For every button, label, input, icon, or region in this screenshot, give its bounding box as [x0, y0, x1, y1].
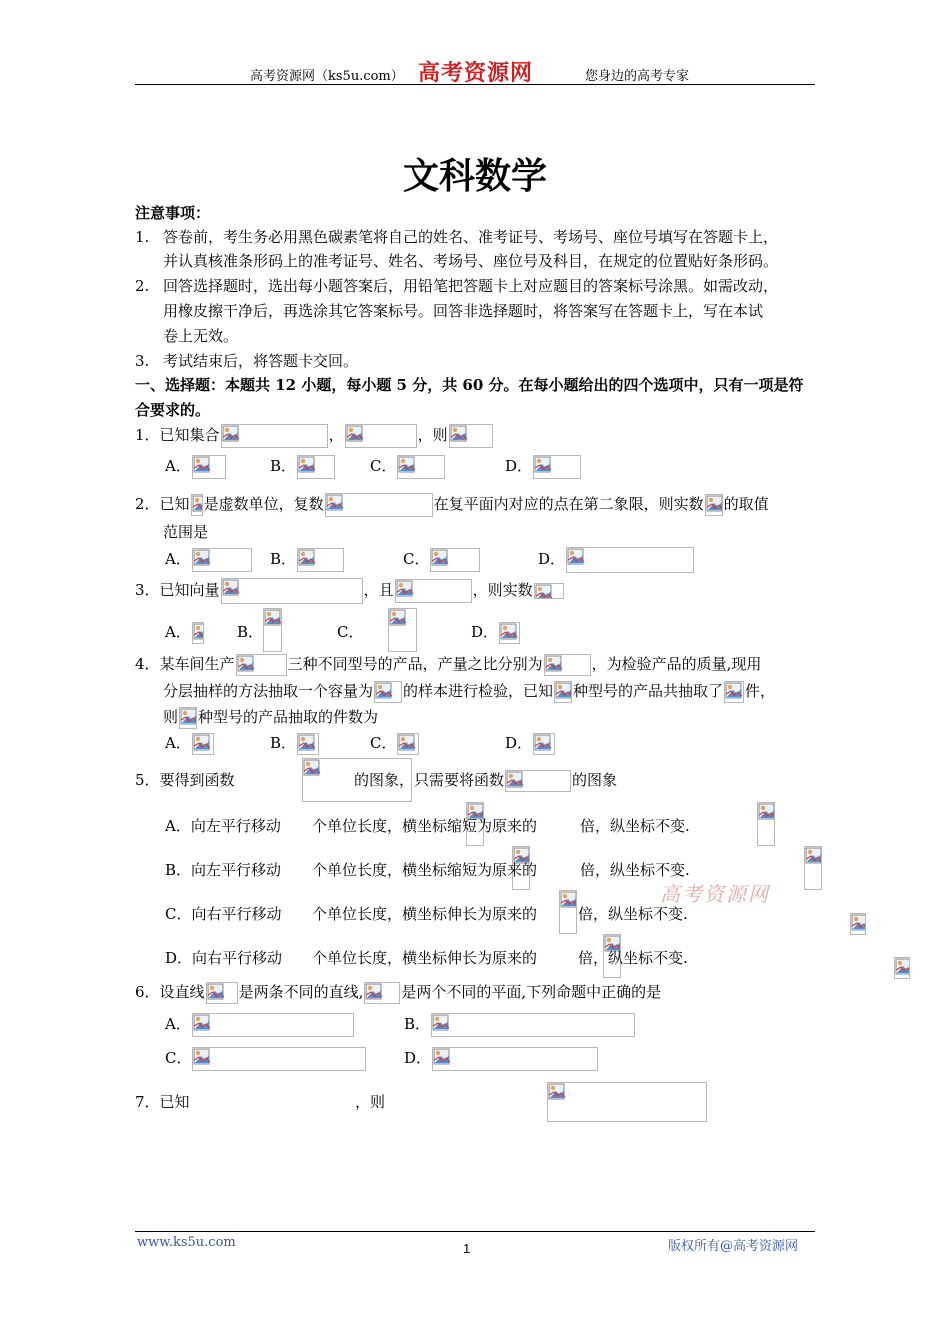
watermark: 高考资源网 [660, 882, 770, 906]
broken-image-icon [804, 846, 822, 890]
broken-image-icon [192, 455, 226, 479]
broken-image-glyph [725, 682, 743, 700]
notice-num-1: 1. [135, 228, 150, 246]
broken-image-icon [192, 733, 214, 755]
option-text: 倍，纵坐标不变. [578, 905, 688, 923]
broken-image-icon [547, 1082, 707, 1122]
option-a [165, 731, 215, 755]
broken-image-icon [325, 493, 433, 517]
broken-image-glyph [192, 495, 203, 513]
broken-image-glyph [298, 456, 316, 474]
option-label: B． [270, 457, 297, 475]
broken-image-glyph [534, 456, 552, 474]
option-label: B． [270, 550, 297, 568]
question-text: 已知集合 [159, 426, 220, 444]
broken-image-icon [505, 770, 571, 792]
option-a [165, 620, 205, 644]
broken-image-icon [192, 622, 204, 644]
question-text: 件， [745, 682, 776, 700]
option-text: 倍，纵坐标不变. [578, 949, 688, 967]
question-4 [135, 652, 761, 676]
option-d [404, 1046, 599, 1071]
broken-image-icon [221, 424, 328, 448]
broken-image-icon [724, 681, 744, 703]
notice-line: 用橡皮擦干净后，再选涂其它答案标号。回答非选择题时，将答案写在答题卡上，写在本试 [163, 302, 764, 320]
broken-image-glyph [375, 682, 393, 700]
broken-image-glyph [548, 1083, 566, 1101]
option-b [404, 1012, 636, 1037]
section-heading-line1: 一、选择题：本题共 12 小题，每小题 5 分，共 60 分。在每小题给出的四个选项中，只有一项是符 [135, 376, 804, 394]
question-text: 是两个不同的平面,下列命题中正确的是 [401, 983, 662, 1001]
broken-image-icon [705, 494, 723, 516]
question-number: 1． [135, 426, 160, 444]
notice-num-2: 2. [135, 277, 150, 295]
broken-image-glyph [193, 456, 211, 474]
broken-image-glyph [396, 580, 414, 598]
header-right: 您身边的高考专家 [585, 69, 690, 84]
question-text: 要得到函数 [159, 771, 235, 789]
option-c [370, 454, 446, 479]
q5-option-a [165, 815, 281, 837]
question-text: 的样本进行检验，已知 [403, 682, 554, 700]
question-text: 设直线 [159, 983, 205, 1001]
broken-image-icon [206, 982, 238, 1004]
broken-image-glyph [555, 682, 572, 700]
broken-image-glyph [222, 579, 240, 597]
broken-image-glyph [303, 759, 321, 777]
option-label: D． [505, 457, 533, 475]
broken-image-glyph [298, 734, 316, 752]
broken-image-glyph [326, 494, 344, 512]
broken-image-icon [431, 1013, 635, 1037]
option-label: D． [471, 623, 499, 641]
option-text: 向右平行移动 [192, 949, 283, 967]
broken-image-glyph [450, 425, 468, 443]
question-text: 种型号的产品共抽取了 [573, 682, 724, 700]
broken-image-glyph [432, 1014, 450, 1032]
option-text: 个单位长度，横坐标缩短为原来的 [312, 817, 538, 835]
option-text: 倍，纵坐标不变. [580, 861, 690, 879]
question-number: 6． [135, 983, 160, 1001]
broken-image-glyph [506, 771, 524, 789]
broken-image-glyph [237, 655, 255, 673]
broken-image-icon [192, 1013, 354, 1037]
option-d [471, 620, 521, 644]
broken-image-glyph [431, 549, 449, 567]
option-label: D． [404, 1049, 432, 1067]
broken-image-glyph [398, 456, 416, 474]
broken-image-icon [850, 913, 866, 935]
option-text: 倍，纵坐标不变. [580, 817, 690, 835]
broken-image-icon [559, 890, 577, 934]
question-text: 的取值 [723, 495, 769, 513]
broken-image-glyph [433, 1048, 451, 1066]
broken-image-glyph [535, 584, 553, 599]
option-label: A． [165, 457, 191, 475]
option-label: A． [165, 817, 191, 835]
question-5-tail [354, 768, 617, 792]
broken-image-icon [566, 547, 694, 573]
option-label: C． [165, 1049, 192, 1067]
option-label: A． [165, 550, 191, 568]
broken-image-icon [534, 583, 564, 599]
header-left: 高考资源网（ks5u.com） [250, 69, 404, 84]
broken-image-icon [221, 578, 363, 604]
broken-image-icon [297, 733, 319, 755]
option-d [505, 454, 582, 479]
question-number: 4． [135, 655, 160, 673]
question-4-line2 [163, 679, 775, 703]
broken-image-icon [894, 957, 910, 979]
broken-image-icon [297, 548, 344, 572]
question-number: 5． [135, 771, 160, 789]
option-label: A． [165, 1015, 191, 1033]
question-4-line3 [163, 705, 378, 729]
option-c [370, 731, 420, 755]
option-label: B． [165, 861, 192, 879]
broken-image-icon [192, 548, 252, 572]
option-c [165, 1046, 367, 1071]
option-label: D． [165, 949, 193, 967]
question-text: 分层抽样的方法抽取一个容量为 [163, 682, 374, 700]
option-label: D． [538, 550, 566, 568]
question-text: 是虚数单位，复数 [203, 495, 324, 513]
option-label: A． [165, 623, 191, 641]
broken-image-icon [364, 982, 400, 1004]
broken-image-glyph [346, 425, 364, 443]
broken-image-icon [345, 424, 417, 448]
broken-image-glyph [180, 708, 197, 726]
footer-rule [135, 1231, 815, 1232]
broken-image-icon [395, 579, 472, 603]
broken-image-icon [397, 455, 445, 479]
option-b [270, 731, 320, 755]
option-text: 个单位长度，横坐标伸长为原来的 [312, 949, 538, 967]
option-label: B． [237, 623, 264, 641]
question-1 [135, 423, 494, 448]
broken-image-icon [430, 548, 480, 572]
option-a [165, 454, 227, 479]
broken-image-glyph [706, 495, 723, 513]
broken-image-glyph [534, 734, 552, 752]
question-text: 则 [163, 708, 179, 726]
broken-image-glyph [545, 655, 563, 673]
notice-num-3: 3. [135, 352, 150, 370]
option-text: 向右平行移动 [191, 905, 282, 923]
question-text: ，为检验产品的质量,现用 [591, 655, 762, 673]
option-label: C． [165, 905, 192, 923]
notice-line: 考试结束后，将答题卡交回。 [163, 352, 359, 370]
option-label: B． [270, 734, 297, 752]
header-logo: 高考资源网 [418, 60, 534, 86]
option-text: 个单位长度，横坐标伸长为原来的 [312, 905, 538, 923]
broken-image-icon [533, 733, 555, 755]
notice-line: 卷上无效。 [163, 327, 239, 345]
question-2-line2: 范围是 [163, 523, 209, 541]
question-text: 种型号的产品抽取的件数为 [198, 708, 379, 726]
question-3 [135, 578, 565, 604]
broken-image-glyph [895, 958, 910, 976]
question-text: 的图象 [572, 771, 618, 789]
notice-line: 并认真核准条形码上的准考证号、姓名、考场号、座位号及科目，在规定的位置贴好条形码。 [163, 252, 779, 270]
option-label: C． [337, 623, 364, 641]
broken-image-icon [236, 654, 287, 676]
option-text: 向左平行移动 [190, 817, 281, 835]
broken-image-glyph [805, 847, 822, 865]
broken-image-glyph [389, 609, 407, 627]
q5-option-c [165, 903, 282, 925]
option-label: C． [403, 550, 430, 568]
question-text: ，则实数 [472, 581, 533, 599]
option-b [270, 454, 336, 479]
question-text: 某车间生产 [159, 655, 235, 673]
q5-option-b [165, 859, 281, 881]
broken-image-icon [432, 1047, 598, 1071]
option-text: 个单位长度，横坐标缩短为原来的 [312, 861, 538, 879]
option-label: C． [370, 457, 397, 475]
broken-image-glyph [193, 734, 211, 752]
question-2 [135, 492, 769, 517]
notice-line: 回答选择题时，选出每小题答案后，用铅笔把答题卡上对应题目的答案标号涂黑。如需改动， [163, 277, 779, 295]
question-6 [135, 980, 661, 1004]
broken-image-glyph [398, 734, 416, 752]
page-title: 文科数学 [402, 155, 547, 197]
header-rule [135, 84, 815, 85]
broken-image-glyph [758, 803, 775, 821]
notice-heading: 注意事项： [135, 204, 211, 222]
option-label: D． [505, 734, 533, 752]
question-7 [135, 1091, 190, 1113]
broken-image-glyph [193, 1014, 211, 1032]
broken-image-icon [554, 681, 572, 703]
broken-image-glyph [193, 1048, 211, 1066]
q5-option-d [165, 947, 282, 969]
broken-image-glyph [567, 548, 585, 566]
broken-image-glyph [851, 914, 866, 932]
question-text: ，则 [417, 426, 448, 444]
broken-image-icon [499, 622, 520, 644]
footer-link[interactable]: www.ks5u.com [137, 1235, 236, 1250]
question-text: 已知 [159, 1093, 190, 1111]
option-label: B． [404, 1015, 431, 1033]
option-c [403, 547, 481, 572]
page-number: 1 [463, 1241, 471, 1256]
question-text: 三种不同型号的产品，产量之比分别为 [287, 655, 543, 673]
question-text: 已知向量 [159, 581, 220, 599]
question-text: 是两条不同的直线, [238, 983, 364, 1001]
option-d [538, 547, 695, 573]
broken-image-icon [397, 733, 419, 755]
broken-image-icon [757, 802, 775, 846]
option-a [165, 1012, 355, 1037]
question-number: 2． [135, 495, 160, 513]
broken-image-icon [449, 424, 493, 448]
question-text: ，则 [355, 1093, 386, 1111]
broken-image-icon [263, 608, 282, 652]
question-text: 在复平面内对应的点在第二象限，则实数 [433, 495, 704, 513]
broken-image-icon [388, 608, 417, 652]
question-text: ，且 [363, 581, 394, 599]
broken-image-glyph [500, 623, 518, 641]
notice-line: 答卷前，考生务必用黑色碳素笔将自己的姓名、准考证号、考场号、座位号填写在答题卡上， [163, 228, 779, 246]
question-text: 已知 [159, 495, 190, 513]
broken-image-glyph [207, 983, 225, 1001]
broken-image-icon [544, 654, 591, 676]
broken-image-glyph [193, 549, 211, 567]
broken-image-glyph [264, 609, 282, 627]
option-b [270, 547, 345, 572]
broken-image-icon [533, 455, 581, 479]
question-text: ， [328, 426, 344, 444]
question-5 [135, 769, 235, 791]
broken-image-glyph [193, 623, 204, 641]
broken-image-glyph [298, 549, 316, 567]
broken-image-glyph [365, 983, 383, 1001]
question-text: 的图象，只需要将函数 [354, 771, 505, 789]
broken-image-icon [374, 681, 402, 703]
broken-image-icon [191, 494, 203, 516]
option-label: C． [370, 734, 397, 752]
question-number: 7． [135, 1093, 160, 1111]
option-a [165, 547, 253, 572]
footer-copyright: 版权所有@高考资源网 [668, 1239, 799, 1254]
broken-image-icon [179, 707, 197, 729]
broken-image-glyph [222, 425, 240, 443]
option-d [505, 731, 556, 755]
broken-image-icon [192, 1047, 366, 1071]
broken-image-glyph [560, 891, 577, 909]
question-number: 3． [135, 581, 160, 599]
section-heading-line2: 合要求的。 [135, 401, 211, 419]
option-text: 向左平行移动 [191, 861, 282, 879]
option-label: A． [165, 734, 191, 752]
broken-image-icon [297, 455, 335, 479]
